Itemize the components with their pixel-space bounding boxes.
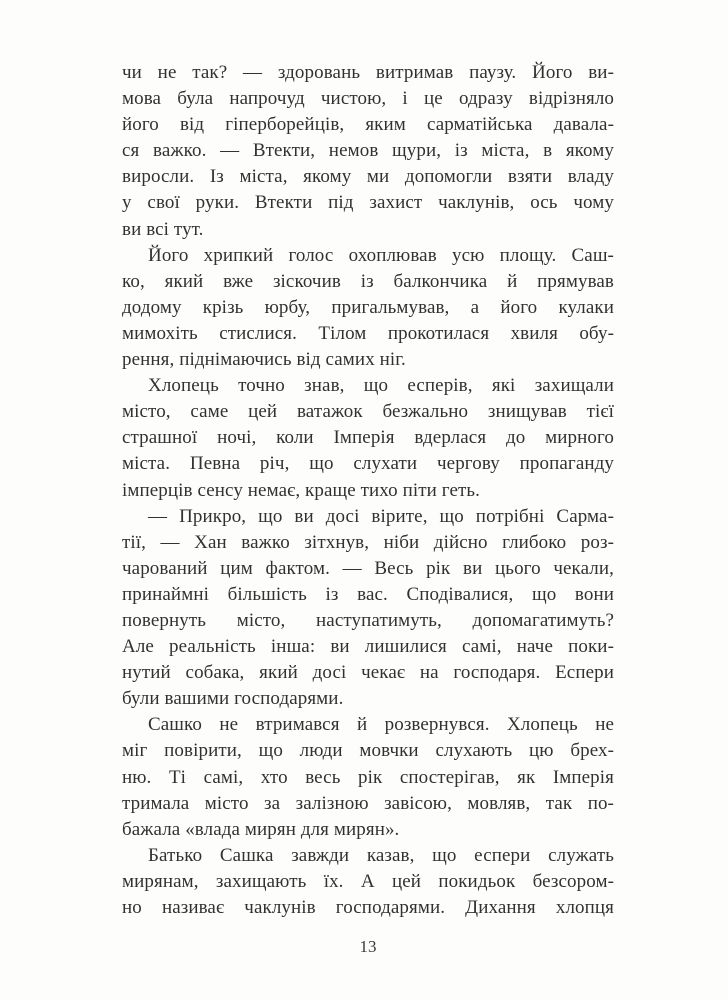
text-line: додому крізь юрбу, пригальмував, а його кулаки bbox=[122, 296, 614, 318]
text-line: мова була напрочуд чистою, і це одразу відрізняло bbox=[122, 88, 614, 110]
text-line: принаймні більшість із вас. Сподівалися, що вони bbox=[122, 583, 614, 605]
text-line: нутий собака, який досі чекає на господаря. Еспери bbox=[122, 662, 614, 684]
text-line: тримала місто за залізною завісою, мовляв, так по- bbox=[122, 792, 614, 814]
text-line: Сашко не втримався й розвернувся. Хлопець не bbox=[148, 714, 614, 736]
text-line: рення, піднімаючись від самих ніг. bbox=[122, 349, 406, 371]
page-number: 13 bbox=[359, 937, 377, 956]
text-line: ко, який вже зіскочив із балкончика й прямував bbox=[122, 270, 614, 292]
text-line: були вашими господарями. bbox=[122, 688, 344, 710]
text-line: у свої руки. Втекти під захист чаклунів, ось чому bbox=[122, 192, 614, 214]
text-line: повернуть місто, наступатимуть, допомагатимуть? bbox=[122, 609, 614, 631]
text-line: мимохіть стислися. Тілом прокотилася хвиля обу- bbox=[122, 322, 614, 344]
text-line: мирянам, захищають їх. А цей покидьок безсором- bbox=[122, 870, 614, 892]
text-line: Хлопець точно знав, що есперів, які захищали bbox=[148, 375, 614, 397]
text-line: міста. Певна річ, що слухати чергову пропаганду bbox=[122, 453, 614, 475]
text-line: ви всі тут. bbox=[122, 218, 204, 240]
text-line: ся важко. — Втекти, немов щури, із міста, в якому bbox=[122, 140, 614, 162]
text-line: міг повірити, що люди мовчки слухають цю брех- bbox=[122, 740, 614, 762]
text-line: імперців сенсу немає, краще тихо піти геть. bbox=[122, 479, 480, 501]
paragraph bbox=[122, 504, 614, 713]
text-line: — Прикро, що ви досі вірите, що потрібні Сарма- bbox=[148, 505, 614, 527]
paragraph bbox=[122, 243, 614, 373]
text-line: місто, саме цей ватажок безжально знищував тієї bbox=[122, 401, 614, 423]
text-line: Батько Сашка завжди казав, що еспери служать bbox=[148, 844, 614, 866]
text-line: Але реальність інша: ви лишилися самі, наче поки- bbox=[122, 636, 614, 658]
text-line: виросли. Із міста, якому ми допомогли взяти владу bbox=[122, 166, 614, 188]
paragraph bbox=[122, 712, 614, 842]
text-line: чарований цим фактом. — Весь рік ви цього чекали, bbox=[122, 557, 614, 579]
paragraph bbox=[122, 843, 614, 921]
text-line: бажала «влада мирян для мирян». bbox=[122, 818, 400, 840]
text-line: чи не так? — здоровань витримав паузу. Його ви- bbox=[122, 62, 614, 83]
text-line: страшної ночі, коли Імперія вдерлася до мирного bbox=[122, 427, 614, 449]
paragraph bbox=[122, 60, 614, 243]
text-line: ню. Ті самі, хто весь рік спостерігав, як Імперія bbox=[122, 766, 614, 788]
text-line: Його хрипкий голос охоплював усю площу. Саш- bbox=[148, 244, 614, 266]
body-text bbox=[122, 60, 614, 921]
paragraph bbox=[122, 373, 614, 503]
text-line: його від гіперборейців, яким сарматійська давала- bbox=[122, 114, 614, 136]
text-line: но називає чаклунів господарями. Дихання хлопця bbox=[122, 897, 614, 918]
text-line: тії, — Хан важко зітхнув, ніби дійсно глибоко роз- bbox=[122, 531, 614, 553]
